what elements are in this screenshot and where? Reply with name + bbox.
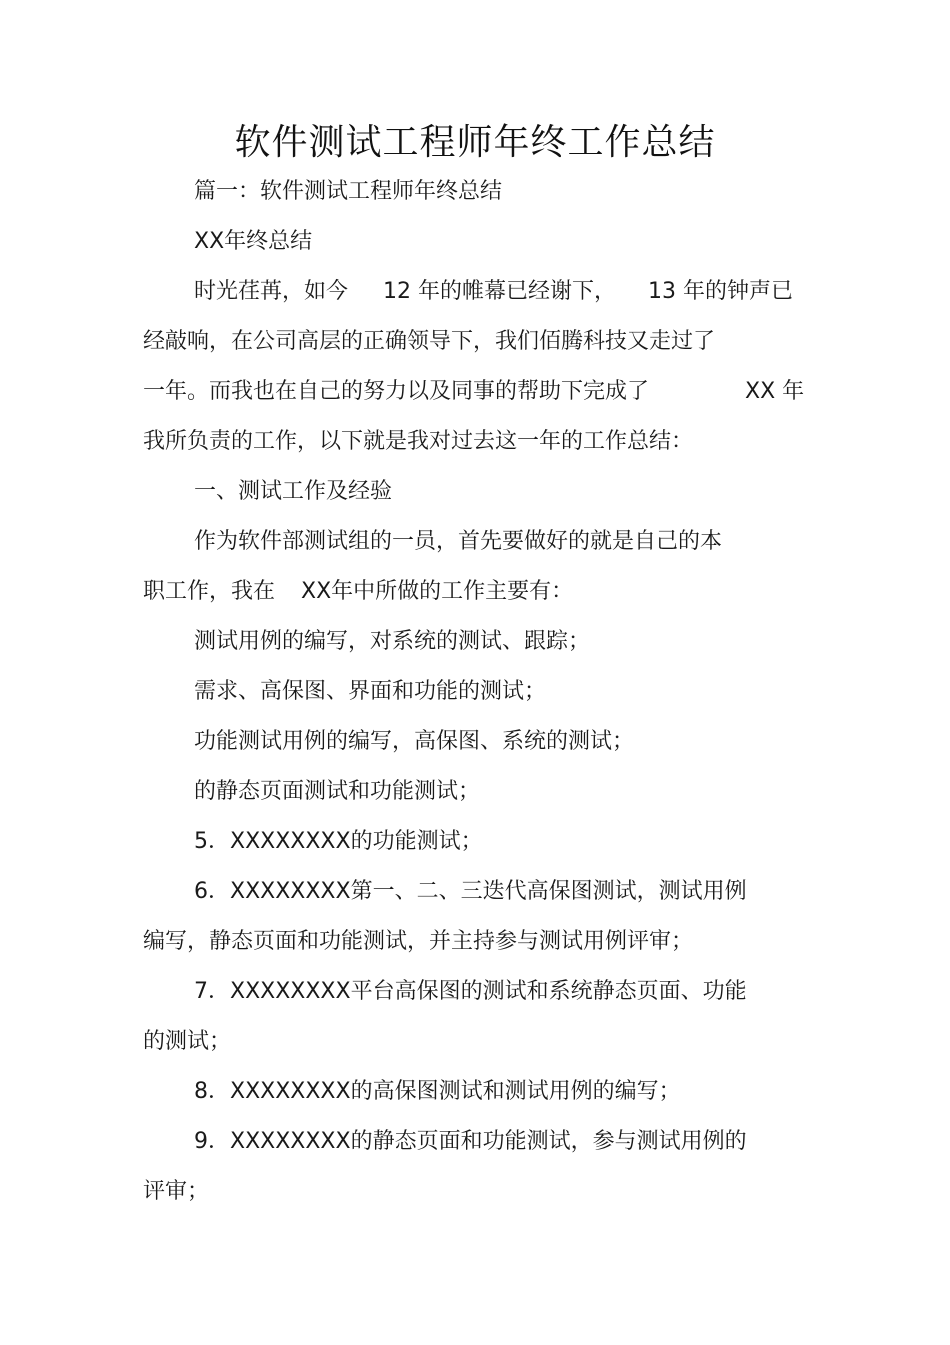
paragraph-line: 作为软件部测试组的一员，首先要做好的就是自己的本 [194,529,723,554]
paragraph-fragment: 职工作，我在 [143,579,276,604]
chapter-heading: 篇一：软件测试工程师年终总结 [194,179,503,204]
paragraph-fragment: 12 年的帷幕已经谢下， [383,279,616,304]
paragraph-fragment: 一年。而我也在自己的努力以及同事的帮助下完成了 [143,379,650,404]
page-title: 软件测试工程师年终工作总结 [234,122,716,163]
list-item: 的静态页面测试和功能测试； [194,779,481,804]
list-item: 9．XXXXXXXX的静态页面和功能测试，参与测试用例的 [194,1129,747,1154]
section-heading: 一、测试工作及经验 [194,479,393,504]
section-heading: XX年终总结 [194,229,313,254]
paragraph-fragment: XX 年 [745,379,805,404]
list-item: 需求、高保图、界面和功能的测试； [194,679,547,704]
list-item: 5．XXXXXXXX的功能测试； [194,829,483,854]
list-item: 功能测试用例的编写，高保图、系统的测试； [194,729,635,754]
list-item: 7．XXXXXXXX平台高保图的测试和系统静态页面、功能 [194,979,747,1004]
list-item-continuation: 评审； [143,1179,210,1204]
list-item: 测试用例的编写，对系统的测试、跟踪； [194,629,591,654]
list-item: 6．XXXXXXXX第一、二、三迭代高保图测试，测试用例 [194,879,747,904]
paragraph-fragment: 13 年的钟声已 [648,279,793,304]
paragraph-fragment: XX年中所做的工作主要有： [301,579,574,604]
paragraph-line: 经敲响，在公司高层的正确领导下，我们佰腾科技又走过了 [143,329,716,354]
paragraph-line: 我所负责的工作，以下就是我对过去这一年的工作总结： [143,429,694,454]
list-item-continuation: 的测试； [143,1029,232,1054]
list-item-continuation: 编写，静态页面和功能测试，并主持参与测试用例评审； [143,929,694,954]
list-item: 8．XXXXXXXX的高保图测试和测试用例的编写； [194,1079,681,1104]
paragraph-fragment: 时光荏苒，如今 [194,279,349,304]
